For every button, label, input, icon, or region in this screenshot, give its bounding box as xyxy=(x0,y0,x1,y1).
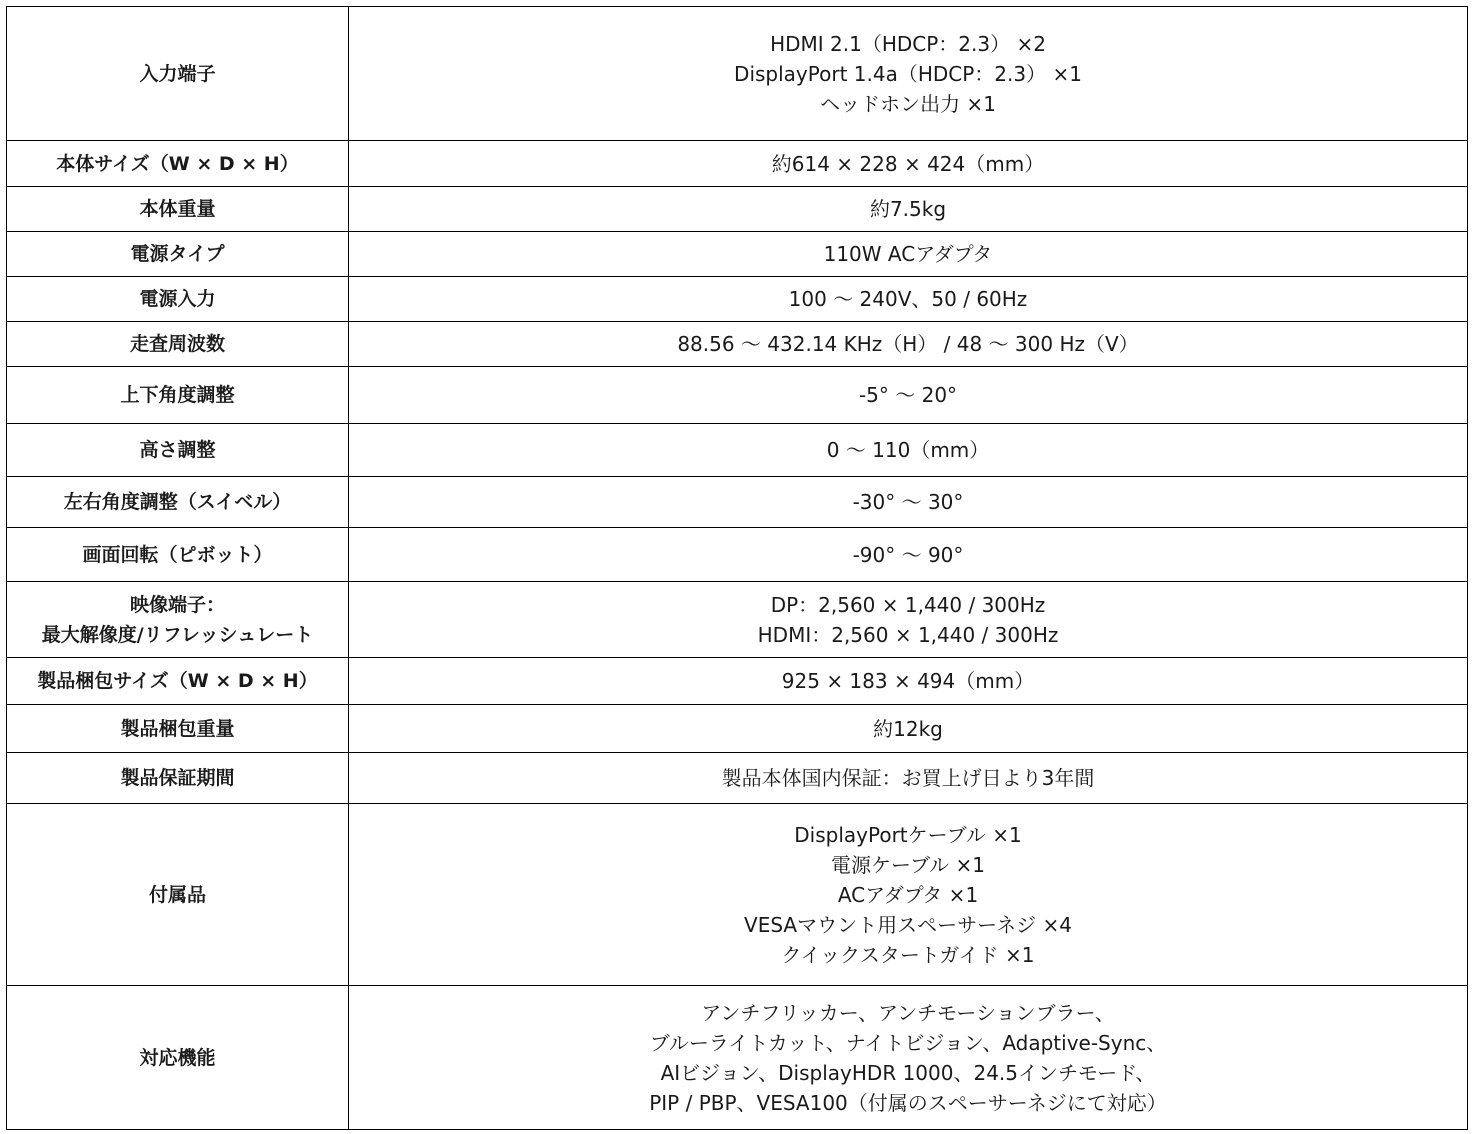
row-label xyxy=(7,528,349,582)
row-label-line: 高さ調整 xyxy=(139,439,216,461)
row-value-line: 110W ACアダプタ xyxy=(823,242,993,266)
row-value-line: VESAマウント用スペーサーネジ ×4 xyxy=(744,912,1072,937)
row-value-line: 0 ～ 110（mm） xyxy=(826,438,990,462)
row-label-line: 製品梱包重量 xyxy=(120,717,235,740)
table-row xyxy=(7,141,1468,187)
row-value-line: アンチフリッカー、アンチモーションブラー、 xyxy=(701,1000,1115,1025)
row-value xyxy=(349,232,1468,277)
row-label-line: 走査周波数 xyxy=(129,333,225,355)
row-label xyxy=(7,277,349,322)
table-row xyxy=(7,986,1468,1130)
row-label xyxy=(7,7,349,141)
row-label xyxy=(7,804,349,986)
row-value-line: ブルーライトカット、ナイトビジョン、Adaptive-Sync、 xyxy=(649,1030,1167,1055)
row-value-line: 100 ～ 240V、50 / 60Hz xyxy=(788,287,1028,311)
table-row xyxy=(7,187,1468,232)
row-value-line: -30° ～ 30° xyxy=(852,490,964,514)
row-value-line: -5° ～ 20° xyxy=(858,383,958,407)
row-value-line: 約12kg xyxy=(873,716,943,741)
row-label xyxy=(7,367,349,424)
row-value-line: HDMI：2,560 × 1,440 / 300Hz xyxy=(757,622,1059,647)
row-label xyxy=(7,424,349,477)
row-value-line: 88.56 ～ 432.14 KHz（H） / 48 ～ 300 Hz（V） xyxy=(677,332,1139,356)
row-value xyxy=(349,528,1468,582)
row-label xyxy=(7,753,349,804)
row-value xyxy=(349,322,1468,367)
row-value-line: PIP / PBP、VESA100（付属のスペーサーネジにて対応） xyxy=(649,1090,1167,1115)
row-label-line: 映像端子： xyxy=(129,593,225,616)
row-label-line: 最大解像度/リフレッシュレート xyxy=(41,623,314,646)
row-label-line: 電源入力 xyxy=(139,288,216,310)
row-value xyxy=(349,658,1468,705)
row-label-line: 製品保証期間 xyxy=(120,767,235,789)
row-value xyxy=(349,477,1468,528)
table-row xyxy=(7,424,1468,477)
table-row xyxy=(7,658,1468,705)
table-row xyxy=(7,277,1468,322)
row-value xyxy=(349,367,1468,424)
row-label-line: 対応機能 xyxy=(139,1046,216,1069)
table-row xyxy=(7,582,1468,658)
row-label-line: 入力端子 xyxy=(139,62,216,85)
row-value-line: DisplayPort 1.4a（HDCP：2.3） ×1 xyxy=(734,61,1082,86)
row-value-line: HDMI 2.1（HDCP：2.3） ×2 xyxy=(770,31,1046,56)
row-label-line: 上下角度調整 xyxy=(120,384,235,406)
row-value-line: ACアダプタ ×1 xyxy=(837,882,979,907)
row-value-line: DP：2,560 × 1,440 / 300Hz xyxy=(770,592,1046,617)
row-label xyxy=(7,187,349,232)
row-label-line: 本体重量 xyxy=(139,198,216,220)
row-label xyxy=(7,322,349,367)
row-label xyxy=(7,986,349,1130)
row-value xyxy=(349,705,1468,753)
table-row xyxy=(7,528,1468,582)
row-value-line: ヘッドホン出力 ×1 xyxy=(820,91,996,116)
row-value xyxy=(349,986,1468,1130)
table-row xyxy=(7,705,1468,753)
row-value-line: クイックスタートガイド ×1 xyxy=(781,942,1035,967)
row-value-line: DisplayPortケーブル ×1 xyxy=(794,822,1022,847)
row-value xyxy=(349,277,1468,322)
row-label xyxy=(7,705,349,753)
row-label xyxy=(7,582,349,658)
row-value-line: 925 × 183 × 494（mm） xyxy=(781,669,1035,693)
row-value xyxy=(349,753,1468,804)
row-value-line: 電源ケーブル ×1 xyxy=(830,852,986,877)
spec-table xyxy=(6,6,1468,1130)
row-label-line: 電源タイプ xyxy=(130,243,225,265)
row-label xyxy=(7,232,349,277)
table-row xyxy=(7,367,1468,424)
table-row xyxy=(7,232,1468,277)
table-row xyxy=(7,322,1468,367)
row-label-line: 本体サイズ（W × D × H） xyxy=(56,152,299,175)
table-row xyxy=(7,804,1468,986)
table-row xyxy=(7,753,1468,804)
row-label-line: 左右角度調整（スイベル） xyxy=(63,491,292,513)
row-value xyxy=(349,187,1468,232)
row-value xyxy=(349,582,1468,658)
row-value xyxy=(349,804,1468,986)
row-value-line: 約614 × 228 × 424（mm） xyxy=(771,151,1045,176)
row-value xyxy=(349,424,1468,477)
table-row xyxy=(7,7,1468,141)
row-value-line: 約7.5kg xyxy=(869,197,947,221)
table-row xyxy=(7,477,1468,528)
row-label-line: 画面回転（ピボット） xyxy=(82,543,273,566)
row-label xyxy=(7,141,349,187)
row-label xyxy=(7,477,349,528)
row-value-line: -90° ～ 90° xyxy=(852,542,964,567)
row-value-line: AIビジョン、DisplayHDR 1000、24.5インチモード、 xyxy=(660,1060,1156,1085)
row-label xyxy=(7,658,349,705)
row-label-line: 製品梱包サイズ（W × D × H） xyxy=(37,670,318,692)
row-value xyxy=(349,7,1468,141)
row-value-line: 製品本体国内保証：お買上げ日より3年間 xyxy=(721,766,1095,790)
row-label-line: 付属品 xyxy=(148,883,206,906)
row-value xyxy=(349,141,1468,187)
